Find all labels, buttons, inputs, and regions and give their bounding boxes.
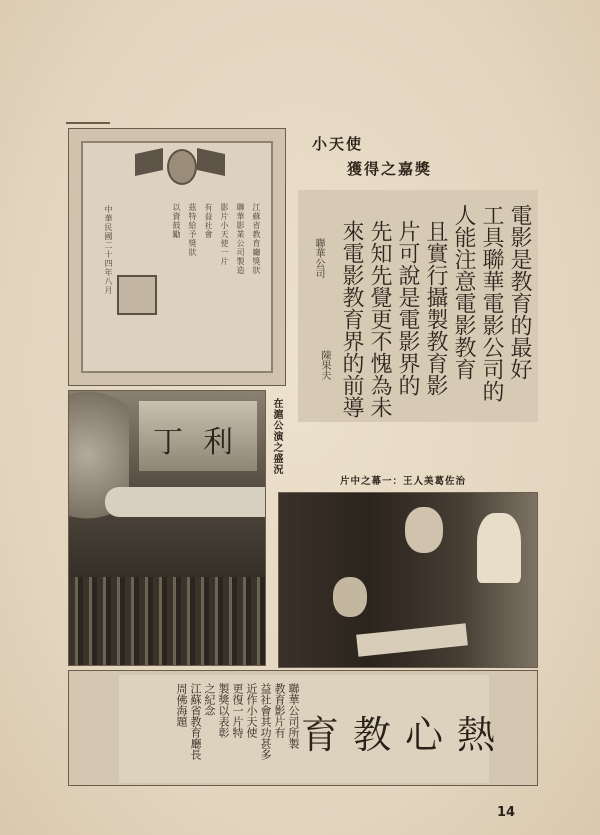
flag-right-emblem xyxy=(197,148,225,176)
certificate-text-column: 影片小天使一片 xyxy=(220,203,229,266)
certificate-text-column: 聯華影業公司製造 xyxy=(236,203,245,275)
decorative-rule xyxy=(66,122,110,124)
inscription-company: 聯華公司 xyxy=(313,238,324,278)
oil-lamp xyxy=(477,513,521,583)
inscription-column: 且實行攝製教育影 xyxy=(423,220,448,396)
banner-text-column: 近作小天使 xyxy=(245,683,258,738)
banner-text-column: 江蘇省教育廳長 xyxy=(189,683,202,760)
inscription-column: 來電影教育界的前導 xyxy=(339,220,364,418)
banner-paper xyxy=(119,675,509,783)
theatre-exterior-photo xyxy=(68,390,266,666)
certificate-text-column: 茲特給予獎狀 xyxy=(188,203,197,257)
film-still-caption: 治佐葛美人王：一幕之中片 xyxy=(340,476,467,487)
portrait-emblem xyxy=(167,149,197,185)
certificate-text-column: 以資鼓勵 xyxy=(172,203,181,239)
sign-character: 利 xyxy=(203,425,233,460)
banner-text-column: 周佛海題 xyxy=(175,683,188,727)
theatre-marquee xyxy=(105,487,266,517)
inscription-column: 先知先覺更不愧為未 xyxy=(367,220,392,418)
theatre-sign xyxy=(139,401,257,471)
certificate-date-column: 中華民國二十四年八月 xyxy=(104,205,113,295)
calligraphy-banner xyxy=(68,670,538,786)
official-seal xyxy=(117,275,157,315)
inscription-column: 工具聯華電影公司的 xyxy=(479,204,504,402)
certificate-paper xyxy=(81,141,273,373)
banner-text-column: 教育影片有 xyxy=(273,683,286,738)
inscription-column: 人能注意電影教育 xyxy=(451,204,476,380)
crowd xyxy=(69,577,266,666)
open-book xyxy=(356,623,468,656)
inscription-signature: 陳果夫 xyxy=(319,350,330,380)
banner-text-column: 之紀念 xyxy=(203,683,216,716)
theatre-caption: 在滬公演之盛況 xyxy=(271,398,282,475)
article-title-line1: 小天使 xyxy=(312,135,364,153)
page-number: 14 xyxy=(497,805,516,820)
actress-face xyxy=(405,507,443,553)
banner-motto: 熱心教育 xyxy=(300,713,509,757)
child-face xyxy=(333,577,367,617)
banner-text-column: 製獎以表彰 xyxy=(217,683,230,738)
flag-left-emblem xyxy=(135,148,163,176)
banner-text-column: 益社會其功甚多 xyxy=(259,683,272,760)
banner-text-column: 聯華公司所製 xyxy=(287,683,300,749)
tree-silhouette xyxy=(69,391,129,551)
certificate-text-column: 有益社會 xyxy=(204,203,213,239)
certificate-photo xyxy=(68,128,286,386)
article-title-line2: 獲得之嘉獎 xyxy=(347,160,433,178)
sign-character: 丁 xyxy=(153,425,183,460)
banner-text-column: 更復一片特 xyxy=(231,683,244,738)
inscription-column: 電影是教育的最好 xyxy=(507,204,532,380)
film-still-photo xyxy=(278,492,538,668)
certificate-text-column: 江蘇省教育廳獎狀 xyxy=(252,203,261,275)
handwritten-inscription xyxy=(298,190,538,422)
inscription-column: 片可說是電影界的 xyxy=(395,220,420,396)
